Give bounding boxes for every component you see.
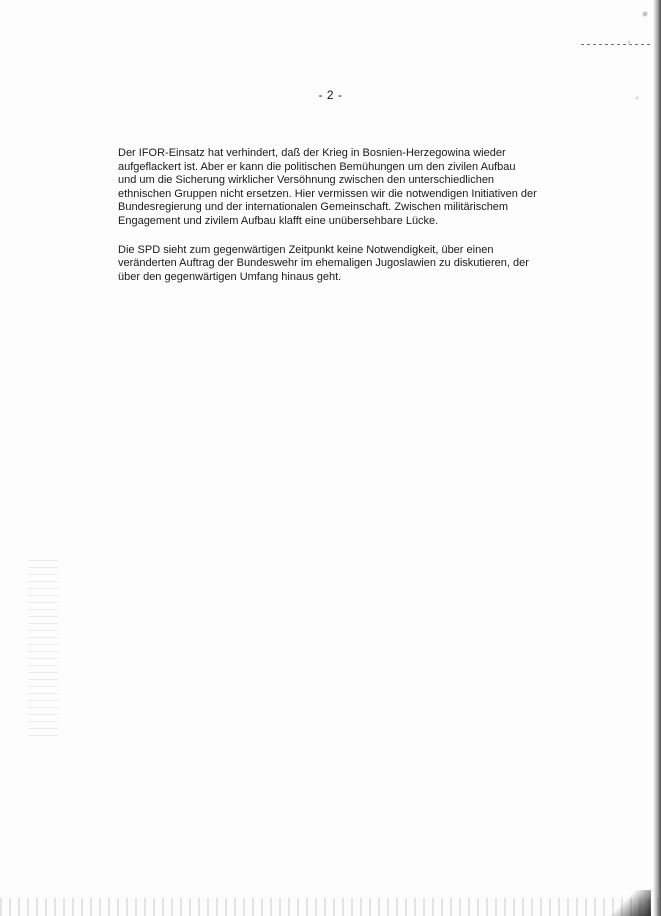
scan-corner-shadow [607, 890, 651, 916]
text-line: aufgeflackert ist. Aber er kann die politischen Bemühungen um den zivilen Aufbau [118, 160, 516, 173]
scan-line [581, 44, 651, 45]
text-line: veränderten Auftrag der Bundeswehr im ehemaligen Jugoslawien zu diskutieren, der [118, 257, 529, 270]
paragraph-spd [118, 244, 563, 285]
text-line: Die SPD sieht zum gegenwärtigen Zeitpunkt keine Notwendigkeit, über einen [118, 243, 494, 256]
page-number: - 2 - [318, 88, 343, 102]
text-line: Engagement und zivilem Aufbau klafft eine unübersehbare Lücke. [118, 214, 439, 227]
text-line: und um die Sicherung wirklicher Versöhnung zwischen den unterschiedlichen [118, 174, 495, 187]
text-line: Bundesregierung und der internationalen Gemeinschaft. Zwischen militärischem [118, 201, 509, 214]
scan-edge-bottom [0, 898, 661, 916]
text-line: ethnischen Gruppen nicht ersetzen. Hier vermissen wir die notwendigen Initiativen der [118, 187, 537, 200]
text-line: Der IFOR-Einsatz hat verhindert, daß der Krieg in Bosnien-Herzegowina wieder [118, 147, 506, 159]
scan-specks [613, 0, 653, 140]
scan-specks-left [28, 560, 58, 740]
body-text [118, 147, 563, 299]
paragraph-ifor [118, 147, 563, 229]
text-line: über den gegenwärtigen Umfang hinaus geht. [118, 270, 342, 283]
scan-edge-shadow [653, 0, 661, 916]
